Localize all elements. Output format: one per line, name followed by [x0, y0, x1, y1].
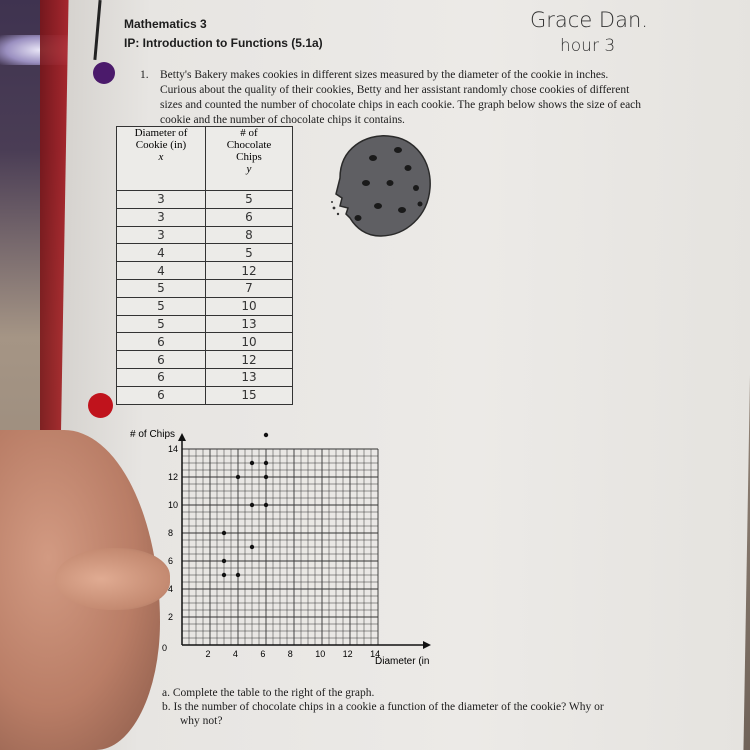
data-point: [264, 503, 268, 507]
chips-cell: 12: [206, 262, 293, 280]
chips-cell: 6: [206, 208, 293, 226]
table-row: [117, 351, 293, 369]
data-point: [264, 475, 268, 479]
x-tick-label: 8: [287, 649, 293, 659]
question-a: a. Complete the table to the right of the graph.: [162, 687, 375, 699]
data-point: [250, 503, 254, 507]
data-point: [264, 461, 268, 465]
student-hour: hour 3: [560, 36, 616, 56]
diameter-cell: 4: [117, 244, 206, 262]
question-b-continued: why not?: [180, 715, 223, 727]
chips-cell: 13: [206, 315, 293, 333]
x-tick-label: 2: [205, 649, 211, 659]
graph-tick-labels: [168, 444, 380, 659]
chips-cell: 10: [206, 297, 293, 315]
data-table: [116, 126, 293, 405]
red-sticker-dot: [88, 393, 113, 418]
student-name: Grace Dan.: [530, 8, 648, 32]
chips-cell: 12: [206, 351, 293, 369]
table-row: [117, 368, 293, 386]
question-b: b. Is the number of chocolate chips in a cookie a function of the diameter of the cookie? Why or: [162, 701, 604, 713]
table-row: [117, 208, 293, 226]
origin-label: 0: [162, 643, 168, 653]
graph-grid: [178, 433, 431, 649]
problem-line-2: Curious about the quality of their cookies, Betty and her assistant randomly chose cookies of different: [160, 84, 630, 96]
diameter-cell: 3: [117, 226, 206, 244]
x-tick-label: 14: [370, 649, 381, 659]
y-tick-label: 6: [168, 556, 174, 566]
table-row: [117, 279, 293, 297]
x-tick-label: 6: [260, 649, 266, 659]
table-row: [117, 244, 293, 262]
diameter-cell: 5: [117, 315, 206, 333]
purple-sticker-dot: [93, 62, 115, 84]
table-row: [117, 297, 293, 315]
table-row: [117, 386, 293, 404]
table-header-diameter: Diameter of Cookie (in) x: [117, 127, 206, 191]
diameter-cell: 4: [117, 262, 206, 280]
y-tick-label: 10: [168, 500, 179, 510]
diameter-cell: 5: [117, 279, 206, 297]
problem-number: 1.: [140, 69, 149, 81]
table-row: [117, 191, 293, 209]
data-point: [250, 461, 254, 465]
x-tick-label: 12: [342, 649, 353, 659]
diameter-cell: 5: [117, 297, 206, 315]
chips-cell: 5: [206, 244, 293, 262]
unit-title: IP: Introduction to Functions (5.1a): [124, 36, 323, 50]
y-tick-label: 14: [168, 444, 179, 454]
data-point: [222, 531, 226, 535]
chips-cell: 15: [206, 386, 293, 404]
diameter-cell: 6: [117, 368, 206, 386]
course-title: Mathematics 3: [124, 17, 207, 31]
table-body: [117, 191, 293, 405]
chips-cell: 13: [206, 368, 293, 386]
data-point: [222, 559, 226, 563]
data-point: [264, 433, 268, 437]
problem-line-4: cookie and the number of chocolate chips it contains.: [160, 114, 405, 126]
problem-line-1: Betty's Bakery makes cookies in different sizes measured by the diameter of the cookie in inches.: [160, 69, 609, 81]
x-tick-label: 10: [315, 649, 326, 659]
table-header-chips: # of Chocolate Chips y: [206, 127, 293, 191]
y-tick-label: 8: [168, 528, 174, 538]
diameter-cell: 6: [117, 351, 206, 369]
data-point: [250, 545, 254, 549]
x-axis-label: Diameter (in: [375, 656, 430, 667]
data-point: [236, 475, 240, 479]
data-point: [222, 573, 226, 577]
y-tick-label: 2: [168, 612, 174, 622]
chips-cell: 10: [206, 333, 293, 351]
diameter-cell: 3: [117, 191, 206, 209]
table-row: [117, 226, 293, 244]
diameter-cell: 6: [117, 386, 206, 404]
table-row: [117, 262, 293, 280]
y-axis-label: # of Chips: [130, 429, 176, 440]
cookie-illustration: [328, 128, 438, 246]
scatter-graph: [120, 425, 450, 685]
chips-cell: 5: [206, 191, 293, 209]
thumb: [55, 548, 170, 610]
table-row: [117, 333, 293, 351]
diameter-cell: 6: [117, 333, 206, 351]
data-point: [236, 573, 240, 577]
x-tick-label: 4: [232, 649, 238, 659]
table-row: [117, 315, 293, 333]
y-tick-label: 12: [168, 472, 179, 482]
diameter-cell: 3: [117, 208, 206, 226]
problem-line-3: sizes and counted the number of chocolate chips in each cookie. The graph below shows the size of each: [160, 99, 642, 111]
chips-cell: 8: [206, 226, 293, 244]
y-tick-label: 4: [168, 584, 174, 594]
chips-cell: 7: [206, 279, 293, 297]
